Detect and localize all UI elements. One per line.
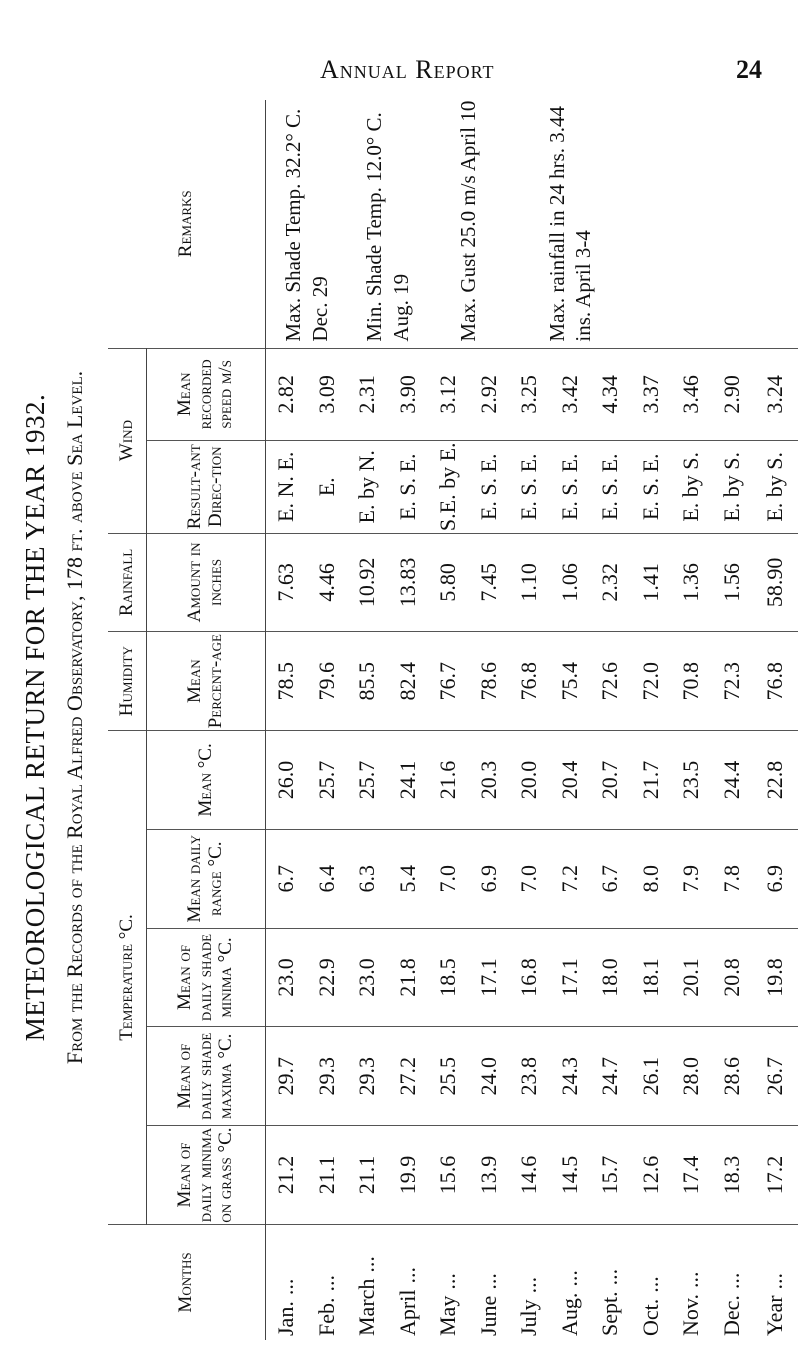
direction-cell: E. S. E. — [590, 441, 631, 533]
running-title: Annual Report — [320, 55, 495, 84]
range-cell: 7.9 — [671, 829, 712, 928]
direction-cell: S.E. by E. — [428, 441, 469, 533]
speed-cell: 3.12 — [428, 348, 469, 440]
min-cell: 16.8 — [509, 928, 550, 1027]
table-row — [266, 100, 307, 1340]
range-cell: 6.9 — [469, 829, 510, 928]
month-label: May — [435, 1295, 461, 1336]
humidity-cell: 85.5 — [347, 632, 388, 731]
grass-min-cell: 18.3 — [712, 1126, 753, 1225]
month-cell — [347, 1224, 388, 1340]
humidity-cell: 72.6 — [590, 632, 631, 731]
max-cell: 27.2 — [388, 1027, 429, 1126]
min-cell: 23.0 — [266, 928, 307, 1027]
direction-cell: E. S. E. — [469, 441, 510, 533]
month-label: Aug. — [556, 1292, 582, 1336]
month-label: Year — [762, 1295, 787, 1336]
month-cell — [509, 1224, 550, 1340]
speed-cell: 2.31 — [347, 348, 388, 440]
month-label: July — [516, 1299, 542, 1336]
remark-cell: Max. rainfall in 24 hrs. 3.44 ins. April 3-4 — [509, 100, 631, 348]
rain-cell: 2.32 — [590, 533, 631, 632]
leader-dots: ... — [475, 1273, 501, 1290]
month-cell — [631, 1224, 672, 1340]
leader-dots: ... — [273, 1278, 299, 1296]
range-header: Mean daily range °C. — [147, 829, 266, 928]
direction-header: Result-ant Direc-tion — [147, 441, 266, 533]
leader-dots: ... — [354, 1256, 380, 1273]
speed-cell: 4.34 — [590, 348, 631, 440]
mean-cell: 22.8 — [752, 731, 798, 830]
speed-cell: 3.37 — [631, 348, 672, 440]
remark-cell: Max. Shade Temp. 32.2° C. Dec. 29 — [266, 100, 348, 348]
speed-cell: 2.90 — [712, 348, 753, 440]
grass-min-cell: 19.9 — [388, 1126, 429, 1225]
grass-min-cell: 21.1 — [347, 1126, 388, 1225]
month-label: Oct. — [637, 1298, 663, 1336]
page-number: 24 — [736, 55, 762, 84]
mean-cell: 20.3 — [469, 731, 510, 830]
months-header: Months — [108, 1224, 266, 1340]
leader-dots: ... — [394, 1267, 420, 1284]
max-cell: 28.6 — [712, 1027, 753, 1126]
leader-dots: ... — [762, 1272, 787, 1290]
month-label: Dec. — [718, 1295, 744, 1336]
rain-cell: 1.56 — [712, 533, 753, 632]
grass-min-cell: 17.4 — [671, 1126, 712, 1225]
humidity-cell: 75.4 — [550, 632, 591, 731]
table-title: METEOROLOGICAL RETURN FOR THE YEAR 1932. — [20, 393, 50, 1042]
range-cell: 7.0 — [509, 829, 550, 928]
direction-cell: E. N. E. — [266, 441, 307, 533]
mean-cell: 21.6 — [428, 731, 469, 830]
rain-cell: 4.46 — [307, 533, 348, 632]
month-label: March — [354, 1278, 380, 1336]
humidity-cell: 76.8 — [752, 632, 798, 731]
mean-cell: 21.7 — [631, 731, 672, 830]
rain-col-header: Amount in inches — [147, 533, 266, 632]
mean-cell: 25.7 — [307, 731, 348, 830]
range-cell: 5.4 — [388, 829, 429, 928]
rain-cell: 1.41 — [631, 533, 672, 632]
direction-cell: E. by S. — [671, 441, 712, 533]
humidity-cell: 70.8 — [671, 632, 712, 731]
min-cell: 17.1 — [550, 928, 591, 1027]
range-cell: 7.0 — [428, 829, 469, 928]
table-row — [631, 100, 672, 1340]
min-cell: 18.5 — [428, 928, 469, 1027]
month-cell — [428, 1224, 469, 1340]
direction-cell: E. S. E. — [388, 441, 429, 533]
remark-cell-empty — [631, 100, 672, 348]
speed-cell: 3.25 — [509, 348, 550, 440]
meteorological-table — [108, 100, 798, 1340]
humidity-cell: 76.7 — [428, 632, 469, 731]
month-label: Nov. — [678, 1294, 704, 1336]
rain-cell: 13.83 — [388, 533, 429, 632]
table-row — [347, 100, 388, 1340]
rain-cell: 7.45 — [469, 533, 510, 632]
direction-cell: E. by N. — [347, 441, 388, 533]
rain-cell: 10.92 — [347, 533, 388, 632]
month-cell — [752, 1224, 798, 1340]
rotated-table-block — [20, 95, 787, 1340]
leader-dots: ... — [435, 1273, 461, 1290]
mean-cell: 25.7 — [347, 731, 388, 830]
direction-cell: E. S. E. — [509, 441, 550, 533]
range-cell: 8.0 — [631, 829, 672, 928]
humidity-cell: 78.6 — [469, 632, 510, 731]
month-cell — [671, 1224, 712, 1340]
direction-cell: E. — [307, 441, 348, 533]
leader-dots: ... — [516, 1276, 542, 1294]
min-cell: 23.0 — [347, 928, 388, 1027]
month-cell — [590, 1224, 631, 1340]
grass-min-cell: 15.6 — [428, 1126, 469, 1225]
max-cell: 23.8 — [509, 1027, 550, 1126]
rain-cell: 1.36 — [671, 533, 712, 632]
speed-cell: 3.42 — [550, 348, 591, 440]
humidity-cell: 78.5 — [266, 632, 307, 731]
table-row — [428, 100, 469, 1340]
range-cell: 6.3 — [347, 829, 388, 928]
remarks-header: Remarks — [108, 100, 266, 348]
year-row — [752, 100, 798, 1340]
rainfall-header: Rainfall — [108, 533, 147, 632]
speed-cell: 2.92 — [469, 348, 510, 440]
humidity-cell: 76.8 — [509, 632, 550, 731]
leader-dots: ... — [556, 1270, 582, 1287]
mean-cell: 23.5 — [671, 731, 712, 830]
min-cell: 18.0 — [590, 928, 631, 1027]
range-cell: 6.7 — [266, 829, 307, 928]
leader-dots: ... — [637, 1276, 663, 1293]
month-label: April — [394, 1289, 420, 1336]
table-row — [509, 100, 550, 1340]
range-cell: 7.2 — [550, 829, 591, 928]
table-subtitle: From the Records of the Royal Alfred Observatory, 178 ft. above Sea Level. — [62, 370, 87, 1065]
max-cell: 26.7 — [752, 1027, 798, 1126]
speed-cell: 3.90 — [388, 348, 429, 440]
direction-cell: E. by S. — [752, 441, 798, 533]
page-header — [0, 0, 800, 90]
month-cell — [266, 1224, 307, 1340]
leader-dots: ... — [313, 1275, 339, 1292]
grass-min-cell: 14.6 — [509, 1126, 550, 1225]
rain-cell: 58.90 — [752, 533, 798, 632]
mean-cell: 24.1 — [388, 731, 429, 830]
direction-cell: E. by S. — [712, 441, 753, 533]
max-cell: 28.0 — [671, 1027, 712, 1126]
grass-min-cell: 21.1 — [307, 1126, 348, 1225]
direction-cell: E. S. E. — [550, 441, 591, 533]
max-cell: 24.7 — [590, 1027, 631, 1126]
humidity-cell: 82.4 — [388, 632, 429, 731]
remark-cell-empty — [671, 100, 712, 348]
rain-cell: 5.80 — [428, 533, 469, 632]
range-cell: 6.9 — [752, 829, 798, 928]
grass-min-cell: 17.2 — [752, 1126, 798, 1225]
table-row — [712, 100, 753, 1340]
min-cell: 22.9 — [307, 928, 348, 1027]
humidity-cell: 72.3 — [712, 632, 753, 731]
mean-cell: 20.0 — [509, 731, 550, 830]
month-cell — [307, 1224, 348, 1340]
grass-min-cell: 14.5 — [550, 1126, 591, 1225]
remark-cell-empty — [712, 100, 753, 348]
humidity-cell: 72.0 — [631, 632, 672, 731]
speed-header: Mean recorded speed m/s — [147, 348, 266, 440]
mean-header: Mean °C. — [147, 731, 266, 830]
month-label: Feb. — [313, 1297, 339, 1336]
max-cell: 29.3 — [347, 1027, 388, 1126]
min-cell: 20.8 — [712, 928, 753, 1027]
range-cell: 7.8 — [712, 829, 753, 928]
rain-cell: 1.06 — [550, 533, 591, 632]
min-cell: 17.1 — [469, 928, 510, 1027]
wind-header: Wind — [108, 348, 147, 533]
month-cell — [550, 1224, 591, 1340]
range-cell: 6.4 — [307, 829, 348, 928]
speed-cell: 3.24 — [752, 348, 798, 440]
month-cell — [469, 1224, 510, 1340]
leader-dots: ... — [678, 1271, 704, 1289]
grass-min-cell: 13.9 — [469, 1126, 510, 1225]
speed-cell: 3.09 — [307, 348, 348, 440]
mean-cell: 20.4 — [550, 731, 591, 830]
leader-dots: ... — [597, 1268, 623, 1286]
range-cell: 6.7 — [590, 829, 631, 928]
direction-cell: E. S. E. — [631, 441, 672, 533]
min-header: Mean of daily shade minima °C. — [147, 928, 266, 1027]
min-cell: 18.1 — [631, 928, 672, 1027]
max-cell: 24.3 — [550, 1027, 591, 1126]
temperature-header: Temperature °C. — [108, 731, 147, 1225]
month-label: Sept. — [597, 1291, 623, 1336]
grass-min-cell: 12.6 — [631, 1126, 672, 1225]
mean-cell: 20.7 — [590, 731, 631, 830]
mean-cell: 24.4 — [712, 731, 753, 830]
max-cell: 26.1 — [631, 1027, 672, 1126]
mean-cell: 26.0 — [266, 731, 307, 830]
humidity-cell: 79.6 — [307, 632, 348, 731]
month-cell — [712, 1224, 753, 1340]
max-cell: 25.5 — [428, 1027, 469, 1126]
rain-cell: 7.63 — [266, 533, 307, 632]
min-cell: 19.8 — [752, 928, 798, 1027]
grass-min-cell: 21.2 — [266, 1126, 307, 1225]
month-label: June — [475, 1295, 501, 1336]
remark-cell-empty — [752, 100, 798, 348]
grass-min-header: Mean of daily minima on grass °C. — [147, 1126, 266, 1225]
remark-cell: Min. Shade Temp. 12.0° C. Aug. 19 — [347, 100, 428, 348]
max-cell: 29.3 — [307, 1027, 348, 1126]
min-cell: 21.8 — [388, 928, 429, 1027]
max-cell: 29.7 — [266, 1027, 307, 1126]
humidity-header: Humidity — [108, 632, 147, 731]
leader-dots: ... — [718, 1272, 744, 1290]
month-label: Jan. — [273, 1301, 299, 1336]
month-cell — [388, 1224, 429, 1340]
speed-cell: 3.46 — [671, 348, 712, 440]
max-cell: 24.0 — [469, 1027, 510, 1126]
min-cell: 20.1 — [671, 928, 712, 1027]
rain-cell: 1.10 — [509, 533, 550, 632]
humidity-col-header: Mean Percent-age — [147, 632, 266, 731]
table-row — [671, 100, 712, 1340]
grass-min-cell: 15.7 — [590, 1126, 631, 1225]
remark-cell: Max. Gust 25.0 m/s April 10 — [428, 100, 509, 348]
speed-cell: 2.82 — [266, 348, 307, 440]
max-header: Mean of daily shade maxima °C. — [147, 1027, 266, 1126]
